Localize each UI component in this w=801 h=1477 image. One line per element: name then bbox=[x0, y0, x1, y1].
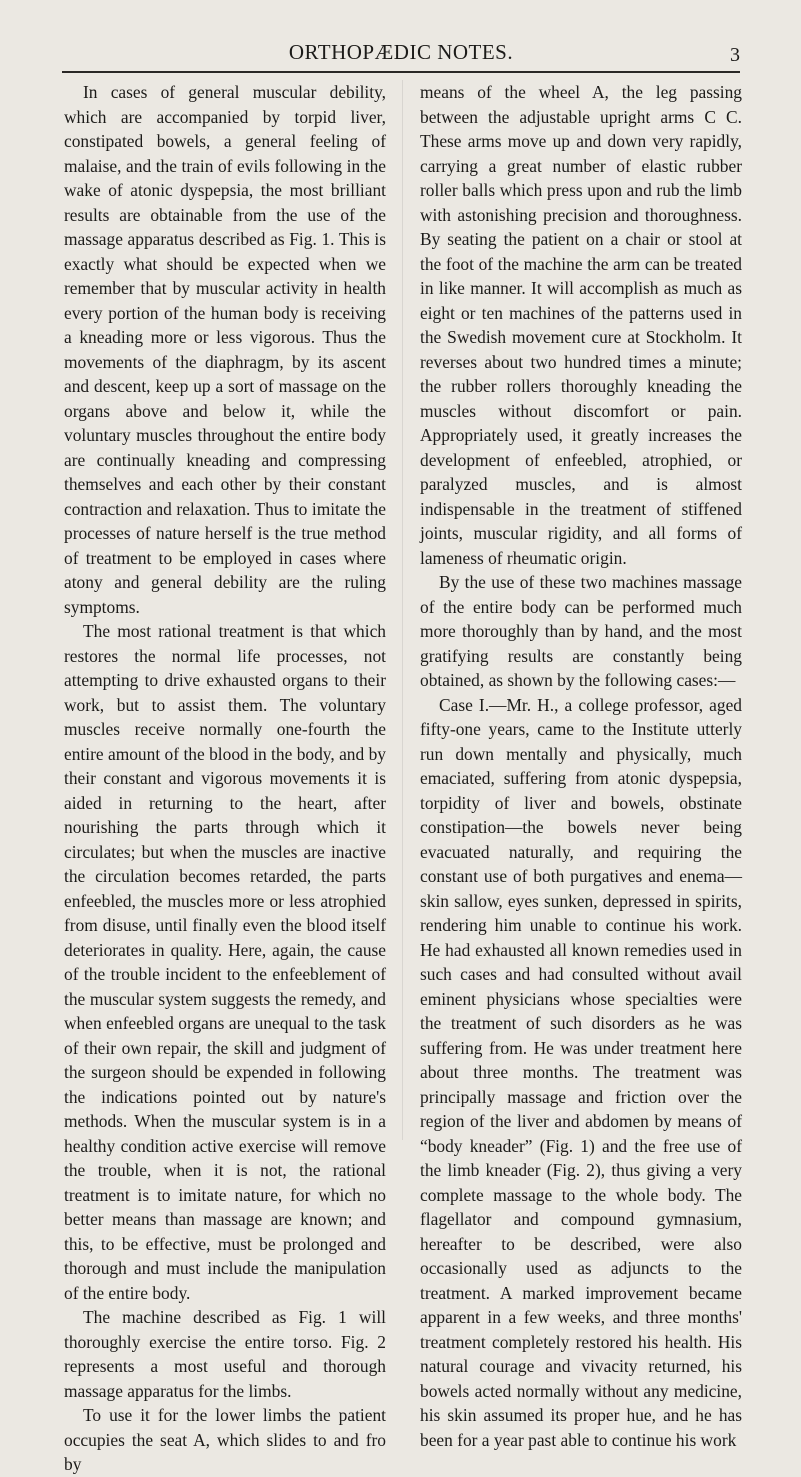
paragraph: means of the wheel A, the leg passing between the adjustable upright arms C C. These arms move up and down very rapidly, carrying a great number of elastic rubber roller balls which press upon and rub the limb with astonishing precision and thoroughness. By seating the patient on a chair or stool at the foot of the machine the arm can be treated in like manner. It will accomplish as much as eight or ten machines of the patterns used in the Swedish movement cure at Stockholm. It reverses about two hundred times a minute; the rubber rollers thoroughly kneading the muscles without discomfort or pain. Appropriately used, it greatly increases the development of enfeebled, atrophied, or paralyzed muscles, and is almost indispensable in the treatment of stiffened joints, muscular rigidity, and all forms of lameness of rheumatic origin. bbox=[420, 82, 742, 568]
paragraph: Case I.—Mr. H., a college professor, aged fifty-one years, came to the Institute utterly run down mentally and physically, much emaciated, suffering from atonic dyspepsia, torpidity of liver and bowels, obstinate constipation—the bowels never being evacuated naturally, and requiring the constant use of both purgatives and enema—skin sallow, eyes sunken, depressed in spirits, rendering him unable to continue his work. He had exhausted all known remedies used in such cases and had consulted without avail eminent physicians whose specialties were the treatment of such disorders as he was suffering from. He was under treatment here about three months. The treatment was principally massage and friction over the region of the liver and abdomen by means of “body kneader” (Fig. 1) and the free use of the limb kneader (Fig. 2), thus giving a very complete massage to the whole body. The flagellator and compound gymnasium, hereafter to be described, were also occasionally used as adjuncts to the treatment. A marked improvement became apparent in a few weeks, and three months' treatment completely restored his health. His natural courage and vivacity returned, his bowels acted normally without any medicine, his skin assumed its proper hue, and he has been for a year past able to continue his work bbox=[420, 694, 742, 1450]
right-column bbox=[420, 80, 742, 1452]
paragraph: The most rational treatment is that which restores the normal life processes, not attempting to drive exhausted organs to their work, but to assist them. The voluntary muscles receive normally one-fourth the entire amount of the blood in the body, and by their constant and vigorous movements it is aided in returning to the heart, after nourishing the parts through which it circulates; but when the muscles are inactive the circulation becomes retarded, the parts enfeebled, the muscles more or less atrophied from disuse, until finally even the blood itself deteriorates in quality. Here, again, the cause of the trouble incident to the enfeeblement of the muscular system suggests the remedy, and when enfeebled organs are unequal to the task of their own repair, the skill and judgment of the surgeon should be expended in following the indications pointed out by nature's methods. When the muscular system is in a healthy condition active exercise will remove the trouble, when it is not, the rational treatment is to imitate nature, for which no better means than massage are known; and this, to be effective, must be prolonged and thorough and must include the manipulation of the entire body. bbox=[64, 621, 386, 1303]
page-number: 3 bbox=[730, 44, 740, 66]
paragraph: In cases of general muscular debility, which are accompanied by torpid liver, constipated bowels, a general feeling of malaise, and the train of evils following in the wake of atonic dyspepsia, the most brilliant results are obtainable from the use of the massage apparatus described as Fig. 1. This is exactly what should be expected when we remember that by muscular activity in health every portion of the human body is receiving a kneading more or less vigorous. Thus the movements of the diaphragm, by its ascent and descent, keep up a sort of massage on the organs above and below it, while the voluntary muscles throughout the entire body are continually kneading and compressing themselves and each other by their constant contraction and relaxation. Thus to imitate the processes of nature herself is the true method of treatment to be employed in cases where atony and general debility are the ruling symptoms. bbox=[64, 82, 386, 617]
paragraph: By the use of these two machines massage of the entire body can be performed much more thoroughly than by hand, and the most gratifying results are constantly being obtained, as shown by the following cases:— bbox=[420, 572, 742, 690]
page-header bbox=[62, 40, 740, 68]
paragraph: To use it for the lower limbs the patient occupies the seat A, which slides to and fro by bbox=[64, 1405, 386, 1474]
header-rule bbox=[62, 71, 740, 73]
left-column bbox=[64, 80, 386, 1477]
column-gutter bbox=[402, 80, 403, 1140]
paragraph: The machine described as Fig. 1 will thoroughly exercise the entire torso. Fig. 2 represents a most useful and thorough massage apparatus for the limbs. bbox=[64, 1307, 386, 1401]
running-title: ORTHOPÆDIC NOTES. bbox=[288, 40, 514, 64]
